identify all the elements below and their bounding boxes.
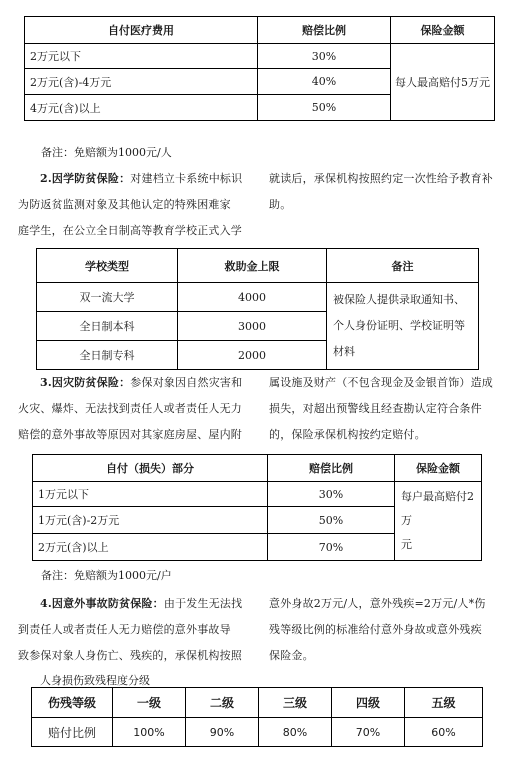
table4-caption: 人身损伤致残程度分级 [40,674,150,687]
section3-right-line3: 的，保险承保机构按约定赔付。 [269,428,426,441]
table1-row1-range: 2万元以下 [25,44,258,69]
section4-left-line3: 致参保对象人身伤亡、残疾的，承保机构按照 [18,649,242,662]
table2-row1-type: 双一流大学 [37,283,178,312]
table2-row3-limit: 2000 [178,341,327,370]
table1-row3-ratio: 50% [258,95,391,121]
section3-right [269,370,509,448]
table4-header-level5: 五级 [405,688,483,718]
table2-header-type: 学校类型 [37,249,178,283]
table4-value-level4: 70% [332,718,405,747]
table4-value-level3: 80% [259,718,332,747]
section4-right-line2: 残等级比例的标准给付意外身故或意外残疾 [269,623,482,636]
table3-row2-ratio: 50% [268,507,395,534]
table1-row2-ratio: 40% [258,69,391,95]
section2-right-line2: 助。 [269,198,292,211]
section3-left [18,370,258,448]
section2-left-line1: 对建档立卡系统中标识 [130,172,243,185]
section4-right-line3: 保险金。 [269,649,314,662]
table4-value-level2: 90% [186,718,259,747]
section2-left-line2: 为防返贫监测对象及其他认定的特殊困难家 [18,198,231,211]
table3-row3-range: 2万元(含)以上 [33,534,268,561]
section4-left [18,591,258,669]
table4-row-label: 赔付比例 [32,718,113,747]
note-3: 备注：免赔额为1000元/户 [41,569,172,582]
table2-header-remark: 备注 [327,249,479,283]
table4-header-level2: 二级 [186,688,259,718]
section3-right-line2: 损失，对超出预警线且经查勘认定符合条件 [269,402,482,415]
section2-title: 2.因学防贫保险： [40,172,131,185]
table4-header-level4: 四级 [332,688,405,718]
table2-row3-type: 全日制专科 [37,341,178,370]
table3-amount [395,482,482,561]
table1-header-amount: 保险金额 [391,17,495,44]
section4-title: 4.因意外事故防贫保险： [40,597,164,610]
table2-remark [327,283,479,370]
table3-header-ratio: 赔偿比例 [268,455,395,482]
section4-right [269,591,509,669]
section2-right-line1: 就读后，承保机构按照约定一次性给予教育补 [269,172,493,185]
table2-remark-line1: 被保险人提供录取通知书、 [333,293,465,306]
section4-right-line1: 意外身故2万元/人，意外残疾=2万元/人*伤 [269,597,486,610]
table2-header-limit: 救助金上限 [178,249,327,283]
table1-header-ratio: 赔偿比例 [258,17,391,44]
table3-header-amount: 保险金额 [395,455,482,482]
medical-cost-table [24,16,495,121]
section3-left-line2: 火灾、爆炸、无法找到责任人或者责任人无力 [18,402,242,415]
table2-row2-type: 全日制本科 [37,312,178,341]
table3-amount-line1: 每户最高赔付2万 [401,490,474,527]
table3-row2-range: 1万元(含)-2万元 [33,507,268,534]
section4-left-line1: 由于发生无法找 [163,597,243,610]
table4-value-level1: 100% [113,718,186,747]
table1-row2-range: 2万元(含)-4万元 [25,69,258,95]
table3-amount-line2: 元 [401,538,412,551]
section3-left-line1: 参保对象因自然灾害和 [130,376,243,389]
section3-right-line1: 属设施及财产（不包含现金及金银首饰）造成 [269,376,493,389]
table2-remark-line3: 材料 [333,345,355,358]
table3-row3-ratio: 70% [268,534,395,561]
section2-right [269,166,509,218]
table2-row1-limit: 4000 [178,283,327,312]
section2-left-line3: 庭学生，在公立全日制高等教育学校正式入学 [18,224,242,237]
table2-remark-line2: 个人身份证明、学校证明等 [333,319,465,332]
table4-header-level1: 一级 [113,688,186,718]
section2-left [18,166,258,244]
disability-grade-table [31,687,483,747]
table4-header-grade: 伤残等级 [32,688,113,718]
note-1: 备注：免赔额为1000元/人 [41,146,172,159]
table2-row2-limit: 3000 [178,312,327,341]
table1-header-cost: 自付医疗费用 [25,17,258,44]
table1-row1-ratio: 30% [258,44,391,69]
table4-value-level5: 60% [405,718,483,747]
table3-header-loss: 自付（损失）部分 [33,455,268,482]
table1-row3-range: 4万元(含)以上 [25,95,258,121]
table4-header-level3: 三级 [259,688,332,718]
section3-left-line3: 赔偿的意外事故等原因对其家庭房屋、屋内附 [18,428,242,441]
table1-amount: 每人最高赔付5万元 [391,44,495,121]
table3-row1-ratio: 30% [268,482,395,507]
table3-row1-range: 1万元以下 [33,482,268,507]
loss-table [32,454,482,561]
school-type-table [36,248,479,370]
section4-left-line2: 到责任人或者责任人无力赔偿的意外事故导 [18,623,231,636]
section3-title: 3.因灾防贫保险： [40,376,131,389]
